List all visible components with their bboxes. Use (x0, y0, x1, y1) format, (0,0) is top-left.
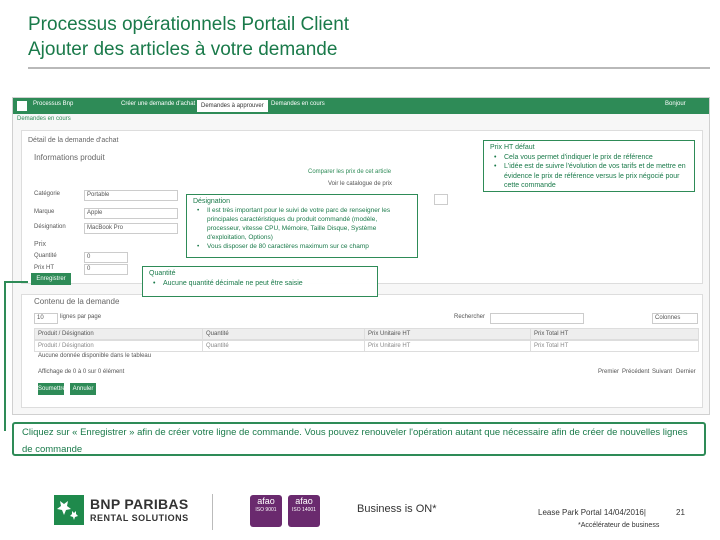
afao-badge-title: afao (257, 496, 275, 506)
nav-item-create-request[interactable]: Créer une demande d'achat (121, 101, 196, 107)
price-callout-item: • L'idée est de suivre l'évolution de vos tarifs et de mettre en évidence le prix de référence versus le prix négocié pour cette commande (504, 162, 688, 191)
designation-callout-item: • Vous disposer de 80 caractères maximum sur ce champ (207, 242, 411, 251)
save-instruction-callout: Cliquez sur « Enregistrer » afin de créer votre ligne de commande. Vous pouvez renouveler l'opération autant que nécessaire afin de créer de nouvelles lignes de commande (12, 422, 706, 456)
form-section-title: Informations produit (34, 153, 105, 162)
connector-line-horizontal (4, 281, 28, 283)
filter-quantity[interactable]: Quantité (202, 340, 365, 352)
home-icon[interactable] (17, 101, 27, 111)
search-label: Rechercher (454, 314, 486, 320)
brand-label: Marque (34, 209, 55, 215)
page-number: 21 (676, 508, 685, 517)
designation-callout (186, 194, 418, 258)
document-info: Lease Park Portal 14/04/2016| (538, 508, 646, 517)
filter-unit-price[interactable]: Prix Unitaire HT (364, 340, 531, 352)
afao-badge-sub: ISO 9001 (255, 507, 277, 513)
columns-button[interactable]: Colonnes (652, 313, 698, 324)
breadcrumb[interactable]: Demandes en cours (17, 116, 71, 122)
afao-badge-sub: ISO 14001 (292, 507, 316, 513)
afao-iso14001-badge (288, 495, 320, 527)
pagination-last[interactable]: Dernier (676, 369, 696, 375)
filter-product[interactable]: Produit / Désignation (34, 340, 203, 352)
price-label: Prix HT (34, 265, 54, 271)
brand-select[interactable]: Apple (84, 208, 178, 219)
nav-tab-to-approve[interactable]: Demandes à approuver (197, 100, 268, 112)
submit-button[interactable]: Soumettre (38, 383, 64, 395)
designation-label: Désignation (34, 224, 66, 230)
price-input[interactable]: 0 (84, 264, 128, 275)
top-navigation-bar (13, 98, 709, 114)
search-input[interactable] (490, 313, 584, 324)
price-callout-title: Prix HT défaut (490, 144, 535, 151)
quantity-input[interactable]: 0 (84, 252, 128, 263)
price-callout (483, 140, 695, 192)
pagination-next[interactable]: Suivant (652, 369, 673, 375)
column-header-total-price[interactable]: Prix Total HT (530, 328, 699, 340)
business-is-on-slogan: Business is ON* (357, 503, 437, 515)
table-section-title: Contenu de la demande (34, 297, 120, 306)
save-button[interactable]: Enregistrer (31, 273, 71, 285)
quantity-callout-title: Quantité (149, 270, 176, 277)
catalogue-link[interactable]: Voir le catalogue de prix (328, 181, 393, 187)
pagination-first[interactable]: Premier (598, 369, 620, 375)
page-title: Détail de la demande d'achat (28, 137, 119, 144)
quantity-label: Quantité (34, 253, 57, 259)
page-size-suffix: lignes par page (60, 314, 102, 320)
afao-badge-title: afao (295, 496, 313, 506)
nav-item-in-progress[interactable]: Demandes en cours (271, 101, 325, 107)
designation-input[interactable]: MacBook Pro (84, 223, 178, 234)
slide-title: Processus opérationnels Portail Client (28, 14, 350, 35)
pagination-previous[interactable]: Précédent (622, 369, 650, 375)
quantity-callout-item: • Aucune quantité décimale ne peut être saisie (163, 279, 371, 289)
logo-text-bnp: BNP PARIBAS (90, 496, 189, 512)
price-section-title: Prix (34, 241, 47, 248)
page-size-select[interactable]: 10 (34, 313, 58, 324)
category-select[interactable]: Portable (84, 190, 178, 201)
afao-iso9001-badge (250, 495, 282, 527)
slide-subtitle: Ajouter des articles à votre demande (28, 39, 338, 60)
column-header-product[interactable]: Produit / Désignation (34, 328, 203, 340)
compare-prices-link[interactable]: Comparer les prix de cet article (308, 169, 392, 175)
column-header-quantity[interactable]: Quantité (202, 328, 365, 340)
nav-item-processus[interactable]: Processus Bnp (33, 101, 74, 107)
price-callout-item: • Cela vous permet d'indiquer le prix de référence (504, 153, 688, 163)
price-field-right[interactable] (434, 194, 448, 205)
connector-line-vertical (4, 281, 6, 431)
empty-table-message: Aucune donnée disponible dans le tableau (38, 353, 152, 359)
request-content-panel (21, 294, 703, 408)
table-info: Affichage de 0 à 0 sur 0 élément (38, 369, 125, 375)
column-header-unit-price[interactable]: Prix Unitaire HT (364, 328, 531, 340)
designation-callout-title: Désignation (193, 198, 230, 205)
footer-divider (212, 494, 213, 530)
logo-text-rental: RENTAL SOLUTIONS (90, 513, 189, 523)
category-label: Catégorie (34, 191, 61, 197)
cancel-button[interactable]: Annuler (70, 383, 96, 395)
user-menu[interactable]: Bonjour (665, 101, 686, 107)
bnp-stars-logo-icon (54, 495, 84, 525)
quantity-callout (142, 266, 378, 297)
designation-callout-item: • Il est très important pour le suivi de votre parc de renseigner les principales caractéristiques du produit commandé (modèle, processeur, vitesse CPU, Mémoire, Taille Disque, Système d'exploitation, Options) (207, 206, 411, 242)
filter-total-price[interactable]: Prix Total HT (530, 340, 699, 352)
footnote: *Accélérateur de business (578, 522, 660, 529)
title-divider (28, 67, 710, 69)
